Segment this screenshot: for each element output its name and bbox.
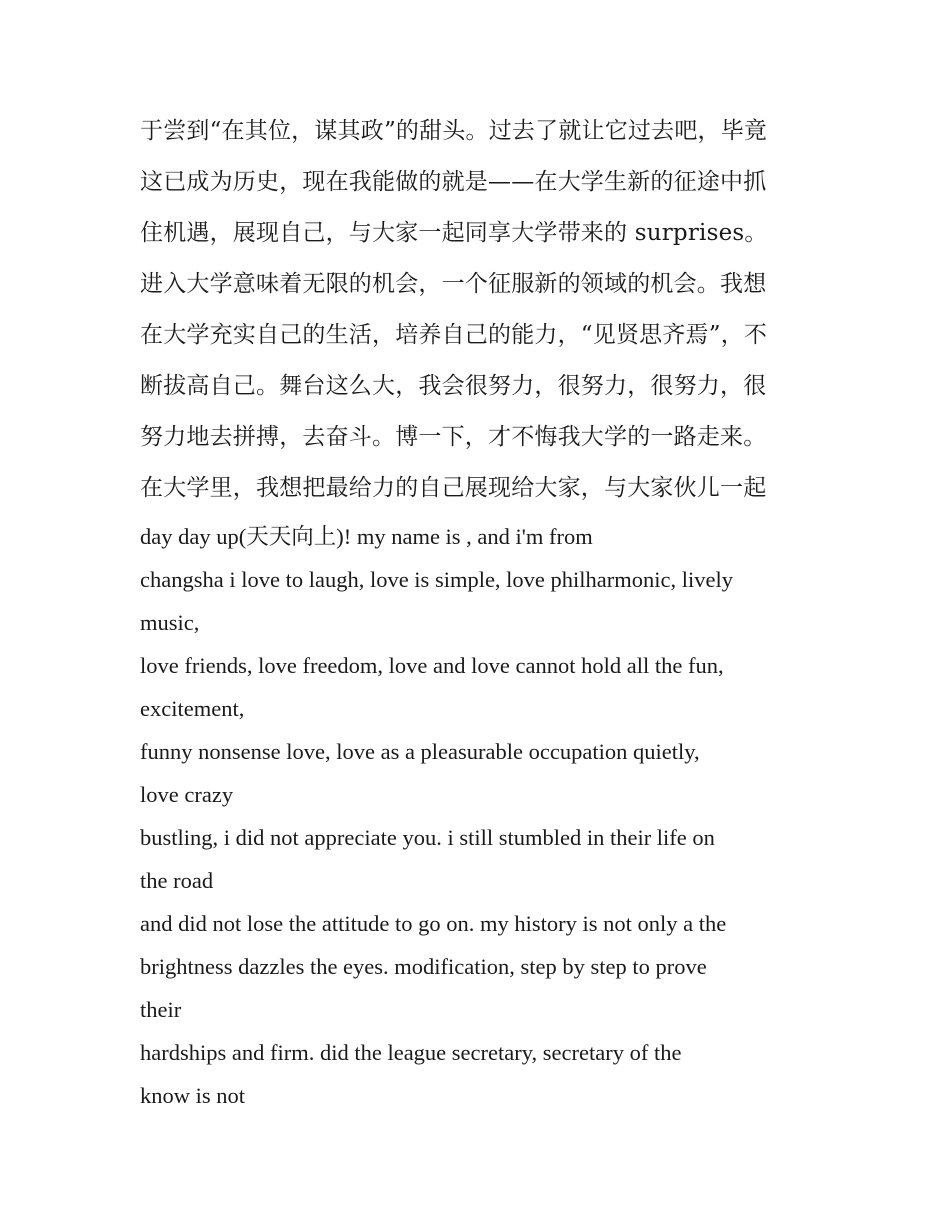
text-line: their bbox=[140, 997, 182, 1022]
text-line: 断拔高自己。舞台这么大，我会很努力，很努力，很努力，很 bbox=[140, 373, 767, 399]
text-line: excitement, bbox=[140, 696, 245, 721]
text-line: love crazy bbox=[140, 782, 234, 807]
text-line: hardships and firm. did the league secretary, secretary of the bbox=[140, 1040, 682, 1065]
text-line: know is not bbox=[140, 1083, 246, 1108]
text-line: funny nonsense love, love as a pleasurable occupation quietly, bbox=[140, 739, 700, 764]
text-line: day day up(天天向上)! my name is , and i'm from bbox=[140, 524, 593, 549]
text-line: 在大学里，我想把最给力的自己展现给大家，与大家伙儿一起 bbox=[140, 475, 767, 501]
text-line: bustling, i did not appreciate you. i still stumbled in their life on bbox=[140, 825, 715, 850]
text-line: 进入大学意味着无限的机会，一个征服新的领域的机会。我想 bbox=[140, 271, 767, 297]
text-line: 于尝到“在其位，谋其政”的甜头。过去了就让它过去吧，毕竟 bbox=[140, 118, 768, 144]
text-line: 努力地去拼搏，去奋斗。博一下，才不悔我大学的一路走来。 bbox=[140, 424, 767, 450]
english-paragraph bbox=[140, 515, 815, 1117]
chinese-paragraph bbox=[140, 106, 815, 514]
text-line: love friends, love freedom, love and love cannot hold all the fun, bbox=[140, 653, 724, 678]
text-line: 在大学充实自己的生活，培养自己的能力，“见贤思齐焉”，不 bbox=[140, 322, 768, 348]
text-line: and did not lose the attitude to go on. my history is not only a the bbox=[140, 911, 727, 936]
text-line: music, bbox=[140, 610, 200, 635]
text-line: 这已成为历史，现在我能做的就是——在大学生新的征途中抓 bbox=[140, 169, 767, 195]
text-line: 住机遇，展现自己，与大家一起同享大学带来的 surprises。 bbox=[140, 220, 768, 246]
text-line: changsha i love to laugh, love is simple, love philharmonic, lively bbox=[140, 567, 734, 592]
text-line: the road bbox=[140, 868, 214, 893]
text-line: brightness dazzles the eyes. modification, step by step to prove bbox=[140, 954, 707, 979]
